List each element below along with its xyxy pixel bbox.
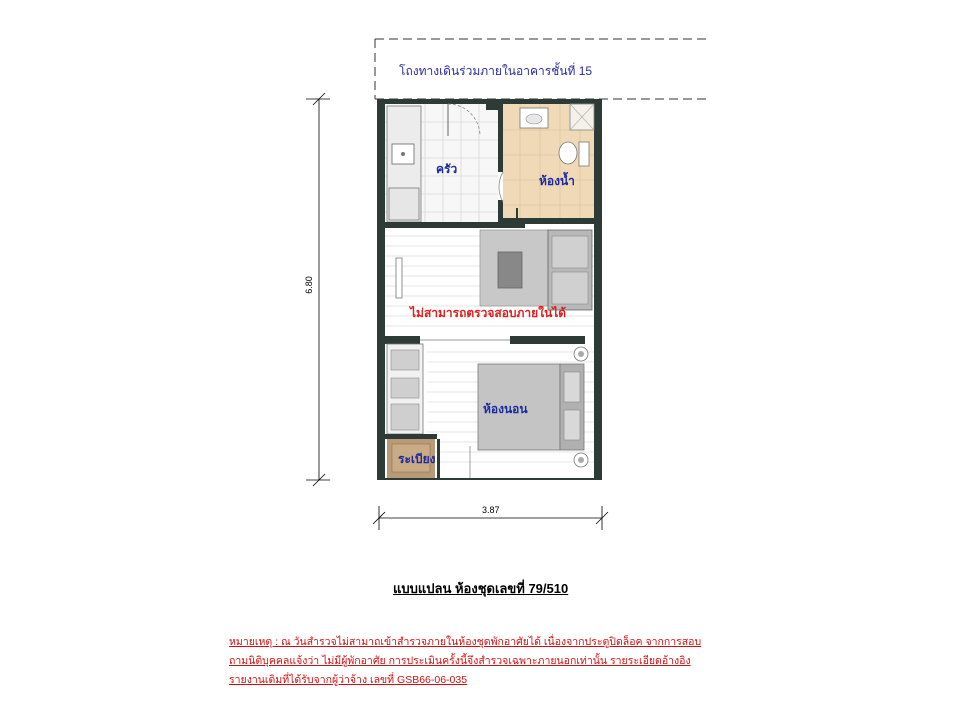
remark-line: ถามนิติบุคคลแจ้งว่า ไม่มีผู้พักอาศัย การประเมินครั้งนี้จึงสำรวจเฉพาะภายนอกเท่านั้น รายระเอียดอ้างอิง bbox=[229, 655, 691, 667]
remark-line: หมายเหตุ : ณ วันสำรวจไม่สามาถเข้าสำรวจภายในห้องชุดพักอาศัยได้ เนื่องจากประตูปิดล็อค จากการสอบ bbox=[229, 636, 702, 648]
remark-note bbox=[229, 633, 749, 690]
plan-title: แบบแปลน ห้องชุดเลขที่ 79/510 bbox=[393, 581, 569, 596]
fridge-icon bbox=[389, 188, 419, 220]
coffee-table bbox=[498, 252, 522, 288]
bedroom-label: ห้องนอน bbox=[483, 402, 528, 416]
kitchen-label: ครัว bbox=[436, 162, 458, 176]
remark-line: รายงานเดิมที่ได้รับจากผู้ว่าจ้าง เลขที่ GSB66-06-035 bbox=[229, 674, 468, 686]
width-dimension-label: 3.87 bbox=[482, 505, 500, 515]
bathroom-label: ห้องน้ำ bbox=[539, 174, 575, 188]
height-dimension-label: 6.80 bbox=[303, 276, 314, 294]
corridor-label: โถงทางเดินร่วมภายในอาคารชั้นที่ 15 bbox=[399, 64, 593, 78]
toilet-icon bbox=[559, 142, 577, 164]
balcony-label: ระเบียง bbox=[398, 452, 436, 466]
living-room-label: ไม่สามารถตรวจสอบภายในได้ bbox=[410, 306, 567, 320]
tv-stand bbox=[396, 258, 402, 298]
